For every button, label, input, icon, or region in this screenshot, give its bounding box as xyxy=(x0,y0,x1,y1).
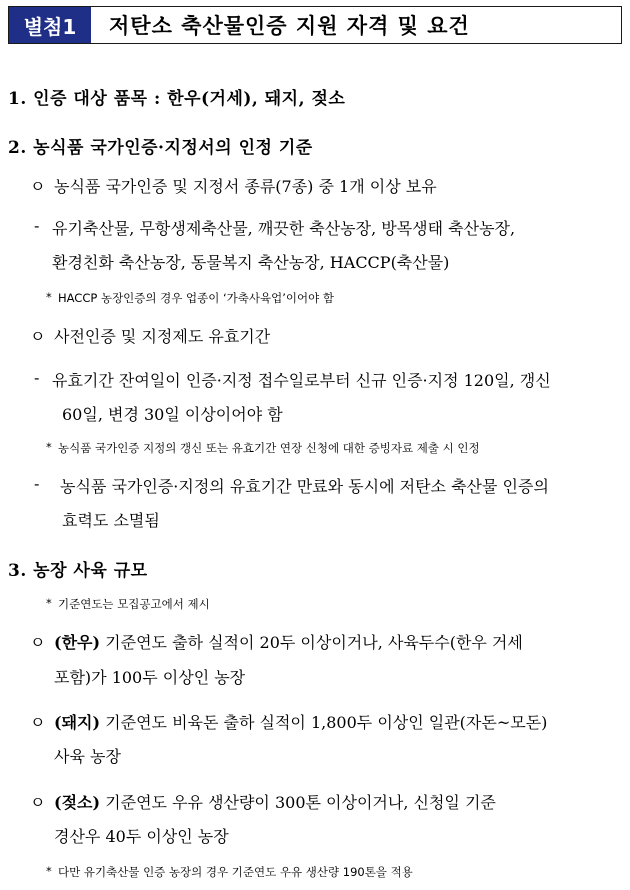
dash-marker: - xyxy=(34,216,40,235)
bullet-text: 농식품 국가인증 및 지정서 종류(7종) 중 1개 이상 보유 xyxy=(54,177,437,196)
document-header xyxy=(8,6,622,44)
dash-text: 농식품 국가인증·지정의 유효기간 만료와 동시에 저탄소 축산물 인증의 xyxy=(60,477,549,496)
note-text: 농식품 국가인증 지정의 갱신 또는 유효기간 연장 신청에 대한 증빙자료 제출 시 인정 xyxy=(58,441,480,455)
bullet-text-continued: 사육 농장 xyxy=(54,747,121,766)
bullet-text-continued: 포함)가 100두 이상인 농장 xyxy=(54,668,246,687)
circle-bullet-marker: ㅇ xyxy=(30,633,46,652)
asterisk-marker: * xyxy=(46,596,52,610)
dash-text: 유기축산물, 무항생제축산물, 깨끗한 축산농장, 방목생태 축산농장, xyxy=(52,219,516,238)
bullet-text: 사전인증 및 지정제도 유효기간 xyxy=(54,327,271,346)
dash-marker: - xyxy=(34,474,40,493)
section-3-heading: 3. 농장 사육 규모 xyxy=(8,561,148,581)
dash-text: 유효기간 잔여일이 인증·지정 접수일로부터 신규 인증·지정 120일, 갱신 xyxy=(52,371,551,390)
attachment-badge: 별첨1 xyxy=(9,7,91,43)
dash-text-continued: 효력도 소멸됨 xyxy=(62,511,160,530)
livestock-text: 기준연도 출하 실적이 20두 이상이거나, 사육두수(한우 거세 xyxy=(105,633,523,652)
circle-bullet-marker: ㅇ xyxy=(30,713,46,732)
livestock-label: (젖소) xyxy=(54,793,101,812)
dash-text-continued: 60일, 변경 30일 이상이어야 함 xyxy=(62,405,283,424)
asterisk-marker: * xyxy=(46,440,52,454)
note-text: 기준연도는 모집공고에서 제시 xyxy=(58,597,210,611)
asterisk-marker: * xyxy=(46,864,52,878)
dash-marker: - xyxy=(34,368,40,387)
livestock-label: (돼지) xyxy=(54,713,101,732)
document-title: 저탄소 축산물인증 지원 자격 및 요건 xyxy=(109,14,470,38)
circle-bullet-marker: ㅇ xyxy=(30,327,46,346)
bullet-text xyxy=(54,630,523,653)
section-1-heading: 1. 인증 대상 품목 : 한우(거세), 돼지, 젖소 xyxy=(8,89,346,109)
section-2-heading: 2. 농식품 국가인증·지정서의 인정 기준 xyxy=(8,138,313,158)
asterisk-marker: * xyxy=(46,290,52,304)
note-text: 다만 유기축산물 인증 농장의 경우 기준연도 우유 생산량 190톤을 적용 xyxy=(58,865,413,879)
livestock-text: 기준연도 우유 생산량이 300톤 이상이거나, 신청일 기준 xyxy=(105,793,496,812)
bullet-text xyxy=(54,710,547,733)
livestock-text: 기준연도 비육돈 출하 실적이 1,800두 이상인 일관(자돈~모돈) xyxy=(105,713,548,732)
bullet-text xyxy=(54,790,496,813)
livestock-label: (한우) xyxy=(54,633,101,652)
circle-bullet-marker: ㅇ xyxy=(30,177,46,196)
dash-text-continued: 환경친화 축산농장, 동물복지 축산농장, HACCP(축산물) xyxy=(52,253,450,272)
bullet-text-continued: 경산우 40두 이상인 농장 xyxy=(54,827,229,846)
note-text: HACCP 농장인증의 경우 업종이 ‘가축사육업’이어야 함 xyxy=(58,291,334,305)
circle-bullet-marker: ㅇ xyxy=(30,793,46,812)
